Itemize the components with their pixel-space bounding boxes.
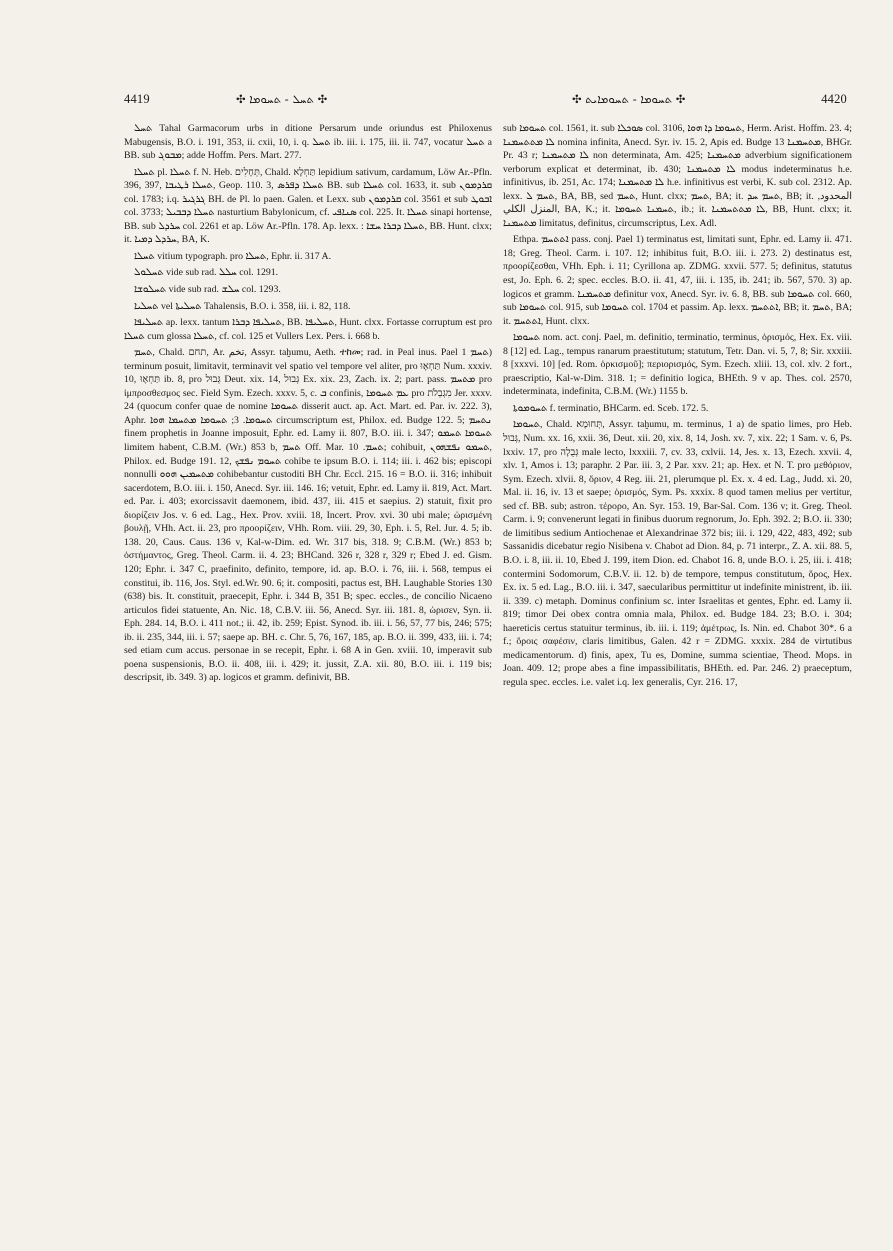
entry-vitium: ܬܚܠܐ vitium typograph. pro ܬܚܠܐ, Ephr. ii. 317 A.: [134, 250, 332, 262]
right-column: [503, 122, 852, 1222]
entry-tahla: ܬܚܠܐ pl. ܬܚܠܐ f. N. Heb. תְּחָלִים, Chald. תַּחְלָא lepidium sativum, cardamum, Löw Ar.-Pfln. 396, 397, ܬܚܠܐ ܪܛܝܒܐ, Geop. 110. 3, ܬܚܠܐ ܕܦܪܣ BB. sub ܬܚܠܐ col. 1633, it. sub ܩܪܕܡܘܢ col. 1783; i.q. ܓܪܓܝܪ BH. de Pl. lo paen. Galen. et Lexx. sub ܩܪܕܡܘܢ col. 3561 et sub ܐܒܘܛ col. 3733; ܬܚܠܐ ܕܒܒܝܠ nasturtium Babylonicum, cf. ܣܢܐܦܝ col. 225. It. ܬܚܠܐ sinapi hortense, BB. sub ܚܪܕܠ col. 2261 et ap. Löw Ar.-Pfln. 178. Ap. lexx. : ܬܚܠܐ ܕܒܪܐ ܚܫܐ, BB. Hunt. clxx; it. ܚܪܕܠ ܕܡܝܐ, BA, K.: [124, 166, 492, 246]
running-title-left: ✣ ܬܚܠ - ܬܚܘܡܐ ✣: [236, 92, 328, 106]
entry-ethpa: Ethpa. ܐܬܬܚܡ pass. conj. Pael 1) terminatus est, limitati sunt, Ephr. ed. Lamy ii. 471. 18; Greg. Theol. Carm. i. 107. 12; inhibitus fuit, B.O. iii. i. 273. 2) destinatus est, προορίζεσθαι, VHh. Eph. i. 11; Cyrillona ap. ZDMG. xxvii. 577. 5; definitus, statutus est, Jo. Eph. 6. 2; spec. eccles. B.O. ii. 41, 47, iii. i. 135, ib. 241; ib. 567, 570. 3) ap. logicos et gramm. ܡܬܚܡܢܐ definitur vox, Anecd. Syr. iv. 6. 8, BB. sub ܬܚܘܡܐ col. 660, sub ܬܚܘܡܐ col. 915, sub ܬܚܘܡܐ col. 1704 et passim. Ap. lexx. ܐܬܬܚܡ, BB; it. ܬܚܡ, BA; it. ܐܬܬܚܡ, Hunt. clxx.: [503, 234, 852, 327]
entry-tahumo-act: ܬܚܘܡܐ nom. act. conj. Pael, m. definitio, terminatio, terminus, ὁρισμός, Hex. Ex. viii. 8 [12] ed. Lag., tempus ranarum praestitutum; statutum, Tetr. Dan. vi. 5, 7, 8; Sir. xxxiii. 8 [xxxvi. 10] [ed. Rom. ὁρκισμοῦ]; περιορισμός, Sym. Ezech. xliii. 13, col. xlv. 2 fort., praescriptio, Kal-w-Dim. 318. 1; = definitio logica, BHEth. 9 v ap. Thes. col. 2570, indeterminata, indefinita, C.B.M. (Wr.) 1155 b.: [503, 332, 852, 398]
left-column: [124, 122, 492, 1222]
entry-tahlul: ܬܚܠܘܠ vide sub rad. ܚܠܠ col. 1291.: [134, 267, 279, 279]
entry-tahuma: ܬܚܘܡܐ, Chald. תְּחוּמָא, Assyr. taḫumu, m. terminus, 1 a) de spatio limes, pro Heb. גְּבוּל, Num. xx. 16, xxii. 36, Deut. xii. 20, xix. 8, 14, Josh. xv. 7, xix. 22; 1 Sam. v. 6, Ps. lxxiv. 17, pro גְּבֻלָה male lecto, lxxxiii. 7, cv. 33, cxlvii. 14, Jes. x. 13, Ezech. xxvii. 4, xlv. 1, Amos i. 13; paraphr. 2 Par. iii. 3, 2 Par. xxv. 21; ap. Hex. et N. T. pro μεθόριον, Sym. Ezech. xlvii. 8, ὅριον, 4 Reg. iii. 21, plerumque pl. Ex. x. 4 ed. Lag., Judd. xi. 20, Mal. ii. 16, iv. 13 et saepe; ὁρισμός, Sym. Ps. xxxix. 8 quod tamen melius per vertitur, sed cf. BB. sub; astron. τέρορο, An. Syr. 153. 19, Bar-Sal. Com. 136 v; it. Greg. Theol. Carm. i. 9; convenerunt legati in finibus duorum regnorum, Jo. Eph. 392. 2; B.O. ii. 330; de limitibus sedium Antiochenae et Alexandrinae 372 bis; iii. i. 129, 422, 483, 492; sub Sassanidis dicebatur regio Nisibena v. Chabot ad Dion. 84, p. 71 interpr., Z. A. xii. 88. 5, B.O. i. 8, iii. ii. 10, Ebed J. 199, item Dion. ed. Chabot 16. 8, unde B.O. i. 25, iii. i. 418; contermini Sodomorum, C.B.V. ii. 12. b) de tempore, tempus constitutum, ὅρος, Hex. Ex. ix. 5 ed. Lag., B.O. iii. i. 347, saecularibus permittitur ut indefinite ministrent, ib. iii. ii. 339. c) metaph. Dominus confinium sc. inter Israelitas et gentes, Ephr. ed. Lamy ii. 819; timor Dei obex contra omnia mala, Philox. ed. Budge 184. 23; B.O. i. 304; haereticis certus statuitur terminus, ib. iii. i. 119; ἀμέτρως, Is. Nin. ed. Chabot 30*. 6 a f.; ὅροις σαφέσιν, claris limitibus, Galen. 42 r = ZDMG. xxxix. 284 de virtutibus medicamentorum. d) finis, apex, Tu es, Domine, summa scientiae, Theod. Mops. in Joan. 409. 12; prope abes a fine impassibilitatis, BHEth. ed. Par. 246. 2) praeceptum, regula spec. eccles. i.e. valet i.q. lex generalis, Cyr. 216. 17,: [503, 419, 852, 688]
entry-continuation: sub ܬܚܘܡܐ col. 1561, it. sub ܣܘܟܠܐ col. 3106, ܬܚܘܡܐ ܕܐ ܗܘܐ, Herm. Arist. Hoffm. 23. 4; ܠܐ ܡܬܬܚܡܢܐ nomina infinita, Anecd. Syr. iv. 15. 2, Apis ed. Budge ܡܬܚܡܢܐ 13, BHGr. Pr. 43 r; ܠܐ ܡܬܚܡܢܐ non determinata, Am. 425; ܡܬܚܡܢܐ adverbium significationem verborum explicat et determinat, ib. 430; ܠܐ ܡܬܚܡܢܐ modus indeterminatus h.e. infinitivus, ib. 251, Ac. 174; ܠܐ ܡܬܚܡܢܐ h.e. infinitivus est verbi, K. sub col. 2312. Ap. lexx. ܬܚܡ ܠ, BA, BB, sed ܬܚܡ, Hunt. clxx; ܬܚܡ, BA; it. ܬܚܡ ܚܕ, BB; it. المحدود, المنزل الكلي, BA, K.; it. ܬܚܡܢܐ ܬܚܘܡܐ, ib.; it. ܠܐ ܡܬܬܚܡܢܐ, BB, Hunt. clxx; it. ܡܬܚܡܢܐ limitatus, definitus, circumscriptus, Lex. Adl.: [503, 123, 852, 229]
running-head: [124, 92, 847, 114]
page-number-right: 4420: [821, 92, 847, 106]
entry-tahumutha: ܬܚܘܡܘܬܐ f. terminatio, BHCarm. ed. Sceb. 172. 5.: [513, 402, 709, 414]
entry-tahal: ܬܚܠ Tahal Garmacorum urbs in ditione Persarum unde oriundus est Philoxenus Mabugensis, B.O. i. 191, 353, ii. cxii, 10, i. q. ܬܚܠ ib. iii. i. 175, iii. ii. 747, vocatur ܬܚܠ a BB. sub ܡܒܘܓ; adde Hoffm. Pers. Mart. 277.: [124, 123, 492, 162]
entry-tahlusha: ܬܚܠܘܫܐ vide sub rad. ܚܠܫ col. 1293.: [134, 284, 281, 296]
entry-tahlaya: ܬܚܠܝܐ vel ܬܚܠܝܬܐ Tahalensis, B.O. i. 358, iii. i. 82, 118.: [134, 300, 351, 312]
running-title-right: ✣ ܬܚܘܡܐ - ܬܚܘܡܐܝܬ ✣: [572, 92, 686, 106]
entry-tham-pael: ܬܚܡ, Chald. תחם, Ar. تخم, Assyr. taḫumu, Aeth. ተከመ; rad. in Peal inus. Pael ܬܚܡ 1) terminum posuit, limitavit, terminavit vel spatio vel tempore vel aliter, pro תַּחְאָוּ Num. xxxiv. 10, תַּחְאָוּ ib. 8, pro גְּבוּל Deut. xix. 14, גְּבוּל Ex. xix. 23, Zach. ix. 2; part. pass. ܡܬܚܡ pro ἱμπροσθεσμος sec. Field Sym. Ezech. xxxv. 5, c. ܒ confinis, ܥܡ ܬܚܘܡܐ pro מִגְבְלֹת Jer. xxxv. 24 (quocum confer quae de nomine ܬܚܘܡܐ disserit auct. ap. Act. Mart. ed. Par. iv. 222. 3), Aphr. ܬܚܘܡܐ. 3; ܬܚܘܡܐ ܡܬܚܡܐ ܗܘܐ circumscriptum est, Philox. ed. Budge 122. 5; ܢܬܚܡ finem prophetis in Joanne imposuit, Ephr. ed. Lamy ii. 807, B.O. iii. i. 347; ܬܚܘܡܐ ܬܚܡܘ limitem habent, C.B.M. (Wr.) 853 b, ܬܚܡ Off. Mar. ܬܚܡ. 10; cohibuit, ܬܚܡܘ ܢܦܫܗܘܢ, Philox. ed. Budge 191. 12, ܬܚܘܡ ܢܦܫܟ cohibe te ipsum B.O. i. 114; iii. i. 462 bis; episcopi nonnulli ܡܬܚܡܝܢ ܗܘܘ cohibebantur custoditi BH Chr. Eccl. 215. 16 = B.O. ii. 316; inhibuit sacerdotem, B.O. iii. i. 150, Anecd. Syr. iii. 146. 16; vetuit, Ephr. ed. Lamy ii. 819, Act. Mart. ed. Par. i. 403; exorcissavit daemonem, ibid. 437, iii. 415 et saepius. 2) statuit, fixit pro διορίζειν Jos. v. 6 ed. Lag., Hex. Prov. xviii. 18, Incert. Prov. xvi. 30 ubi male; ὡρισμένη βουλῇ, VHh. Act. ii. 23, pro προορίζειν, VHh. Rom. viii. 29, 30, Eph. i. 5, Rel. Jur. 4. 5; ib. 138. 20, Caus. Caus. 136 v, Kal-w-Dim. ed. Wr. 317 bis, 318. 9; C.B.M. (Wr.) 853 b; ὁστήμαντος, Greg. Theol. Carm. ii. 4. 23; BHCand. 326 r, 328 r, 329 r; Ebed J. ed. Gism. 120; Ephr. i. 347 C, praefinito, definito, tempore, id. ap. B.O. i. 76, iii. i. 568, tempus ei constitui, ib. 116, Jos. Styl. ed.Wr. 90. 6; it. compositi, pactus est, BH. Laughable Stories 130 (638) bis. It. constituit, praecepit, Ephr. i. 344 B, 351 B; spec. eccles., de concilio Nicaeno articulos fidei statuente, An. Nic. 18, C.B.V. iii. 56, Anecd. Syr. iii. 181. 8, ὡρισεν, Syn. ii. Eph. 284. 14, B.O. i. 411 not.; ii. 42, ib. 259; Epist. Synod. ib. iii. i. 56, 57, 77 bis, 246; 575; ib. ii. 235, 344, iii. i. 57; saepe ap. BH. c. Chr. 5, 76, 167, 185, ap. B.O. ii. 399, 433, iii. i. 74; sed etiam cum accus. personae in se recepit, Ephr. i. 68 A in Gen. xviii. 10, imperavit sub poena suspensionis, B.O. ii. 408, iii. i. 429; it. jussit, Z.A. xii. 80, B.O. iii. i. 119 bis; descripsit, ib. 349. 3) ap. logicos et gramm. definivit, BB.: [124, 347, 492, 684]
page-number-left: 4419: [124, 92, 150, 106]
column-gutter: [497, 122, 498, 1222]
entry-tahlifa: ܬܚܠܝܦܐ ap. lexx. tantum ܬܚܠܝܦܐ ܕܒܪܐ, BB. ܬܚܠܝܦܐ, Hunt. clxx. Fortasse corruptum est pro ܬܚܠܐ cum glossa ܬܚܠܐ, cf. col. 125 et Vullers Lex. Pers. i. 668 b.: [124, 317, 492, 342]
